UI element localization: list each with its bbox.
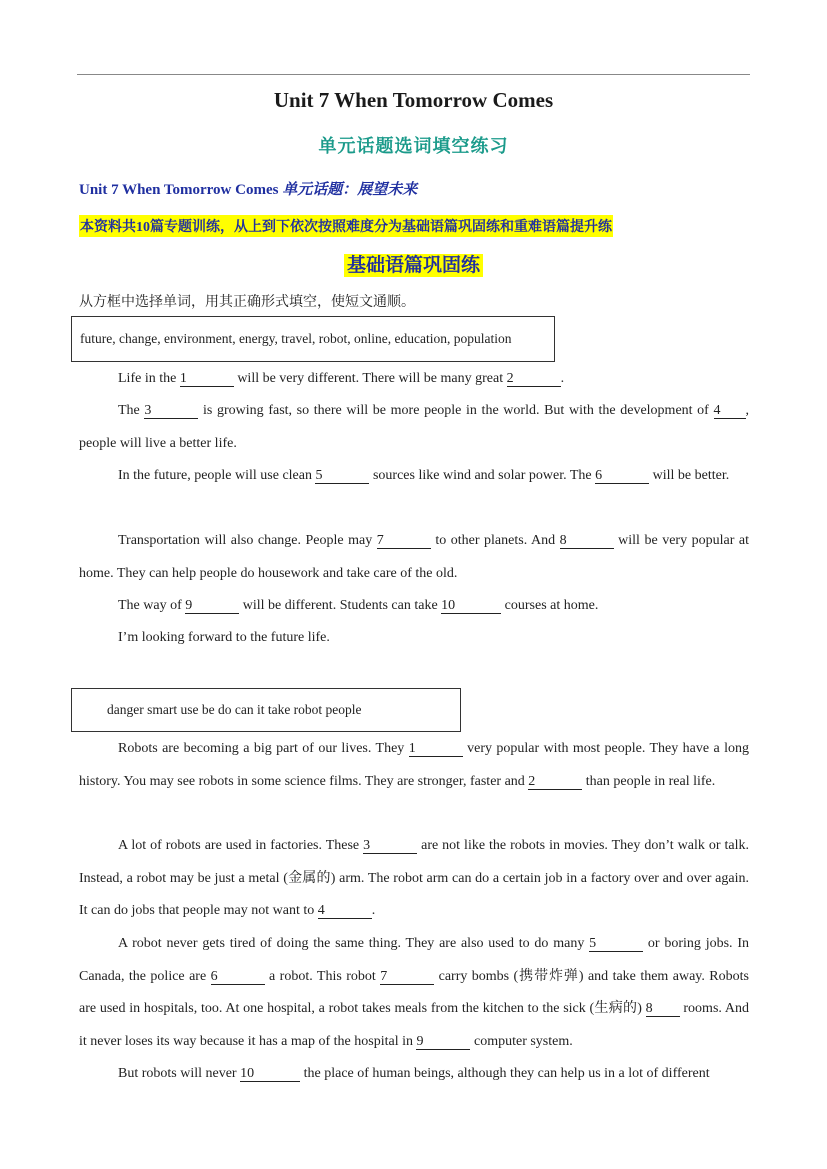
blank-6[interactable]: 6	[211, 969, 265, 985]
passage1-paragraph: I’m looking forward to the future life.	[118, 630, 330, 645]
blank-6[interactable]: 6	[595, 468, 649, 484]
instruction: 从方框中选择单词，用其正确形式填空，使短文通顺。	[79, 295, 415, 310]
blank-10[interactable]: 10	[240, 1066, 300, 1082]
blank-8[interactable]: 8	[560, 533, 614, 549]
blank-4[interactable]: 4	[714, 403, 746, 419]
info-banner: 本资料共10篇专题训练，从上到下依次按照难度分为基础语篇巩固练和重难语篇提升练	[79, 215, 613, 237]
passage1-paragraph: The 3 is growing fast, so there will be more people in the world. But with the development of 4 , people will live a better life.	[79, 403, 749, 451]
passage1-paragraph: Transportation will also change. People may 7 to other planets. And 8 will be very popular at home. They can help people do housework and take care of the old.	[79, 533, 749, 581]
passage1-paragraph: Life in the 1 will be very different. There will be many great 2 .	[118, 371, 565, 386]
blank-4[interactable]: 4	[318, 903, 372, 919]
blank-2[interactable]: 2	[528, 774, 582, 790]
blank-3[interactable]: 3	[144, 403, 198, 419]
blank-9[interactable]: 9	[185, 598, 239, 614]
blank-1[interactable]: 1	[409, 741, 463, 757]
blank-10[interactable]: 10	[441, 598, 501, 614]
topic-en: Unit 7 When Tomorrow Comes	[79, 182, 279, 198]
passage1-paragraph: In the future, people will use clean 5 sources like wind and solar power. The 6 will be better.	[118, 468, 730, 483]
blank-2[interactable]: 2	[507, 371, 561, 387]
blank-5[interactable]: 5	[589, 936, 643, 952]
blank-7[interactable]: 7	[377, 533, 431, 549]
topic-line	[79, 178, 417, 199]
blank-7[interactable]: 7	[380, 969, 434, 985]
passage2-paragraph: A lot of robots are used in factories. These 3 are not like the robots in movies. They don’t walk or talk. Instead, a robot may be just a metal (金属的) arm. The robot arm can do a certain job in a factory over and over again. It can do jobs that people may not want to 4 .	[79, 838, 749, 918]
header-rule	[77, 74, 750, 75]
section-title: 基础语篇巩固练	[344, 254, 483, 277]
passage2-paragraph: A robot never gets tired of doing the same thing. They are also used to do many 5 or boring jobs. In Canada, the police are 6 a robot. This robot 7 carry bombs (携带炸弹) and take them away. Robots are used in hospitals, too. At one hospital, a robot takes meals from the kitchen to the sick (生病的) 8 rooms. And it never loses its way because it has a map of the hospital in 9 computer system.	[79, 936, 749, 1049]
passage1-paragraph: The way of 9 will be different. Students can take 10 courses at home.	[118, 598, 599, 613]
word-box-2: danger smart use be do can it take robot people	[71, 688, 461, 732]
section-heading	[0, 250, 827, 277]
page-subtitle: 单元话题选词填空练习	[318, 136, 509, 156]
word-box-1: future, change, environment, energy, travel, robot, online, education, population	[71, 316, 555, 362]
topic-cn: 单元话题：展望未来	[278, 182, 418, 198]
blank-8[interactable]: 8	[646, 1001, 680, 1017]
blank-9[interactable]: 9	[416, 1034, 470, 1050]
page-title: Unit 7 When Tomorrow Comes	[273, 88, 554, 112]
blank-3[interactable]: 3	[363, 838, 417, 854]
blank-5[interactable]: 5	[315, 468, 369, 484]
blank-1[interactable]: 1	[180, 371, 234, 387]
passage2-paragraph: Robots are becoming a big part of our lives. They 1 very popular with most people. They have a long history. You may see robots in some science films. They are stronger, faster and 2 than people in real life.	[79, 741, 749, 789]
passage2-paragraph: But robots will never 10 the place of human beings, although they can help us in a lot of different	[118, 1066, 710, 1081]
